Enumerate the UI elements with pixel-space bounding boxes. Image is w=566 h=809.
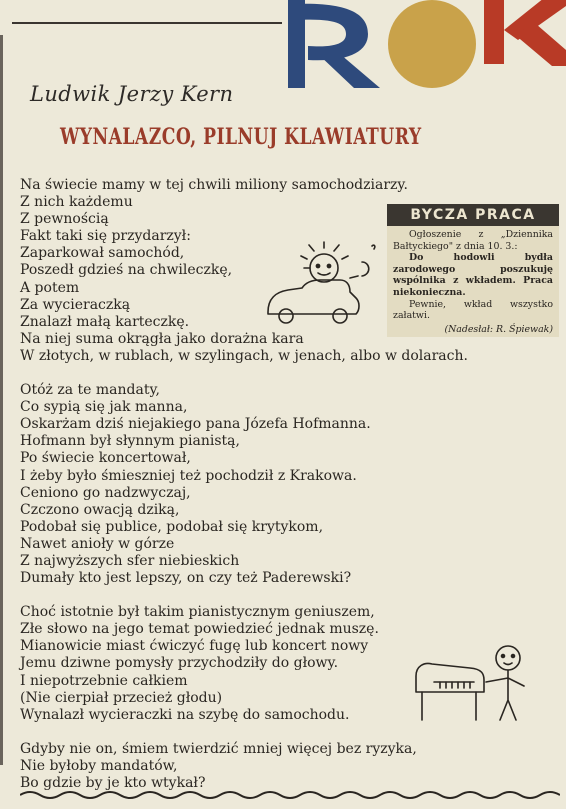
sidebar-note: Pewnie, wkład wszystko załatwi. — [393, 298, 553, 322]
sidebar-intro: Ogłoszenie z „Dziennika Bałtyckiego" z dnia 10. 3.: — [393, 229, 553, 252]
poem-line: Nie byłoby mandatów, — [20, 757, 178, 774]
piano-doodle — [412, 636, 532, 726]
masthead-letter-r — [288, 0, 380, 88]
sidebar-title: BYCZA PRACA — [387, 204, 559, 226]
poem-line: Poszedł gdzieś na chwileczkę, — [20, 262, 233, 279]
poem-line: Na niej suma okrągła jako dorażna kara — [20, 330, 304, 347]
page-edge — [0, 35, 3, 765]
poem-stanza-2 — [20, 382, 560, 587]
masthead-letter-k — [484, 0, 566, 66]
poem-line: W złotych, w rublach, w szylingach, w jenach, albo w dolarach. — [20, 347, 468, 364]
poem-line: I niepotrzebnie całkiem — [20, 672, 188, 689]
poem-line: Hofmann był słynnym pianistą, — [20, 433, 240, 450]
poem-line: Co sypią się jak manna, — [20, 399, 188, 416]
poem-line: Na świecie mamy w tej chwili miliony samochodziarzy. — [20, 177, 408, 193]
masthead-logo — [282, 0, 566, 92]
poem-line: Otóż za te mandaty, — [20, 382, 160, 399]
poem-line: Ceniono go nadzwyczaj, — [20, 484, 191, 501]
poem-line: Z pewnością — [20, 211, 109, 228]
poem-line: Za wycieraczką — [20, 296, 131, 313]
poem-line: Z najwyższych sfer niebieskich — [20, 552, 240, 569]
sidebar-ad-text: Do hodowli bydła zarodowego poszukuję wspólnika z wkładem. Praca niekonieczna. — [393, 252, 553, 298]
poem-line: Znalazł małą karteczkę. — [20, 313, 190, 330]
poem-line: Wynalazł wycieraczki na szybę do samochodu. — [20, 706, 350, 723]
poem-stanza-4 — [20, 741, 560, 792]
poem-line: Jemu dziwne pomysły przychodziły do głowy. — [20, 655, 339, 672]
poem-line: Zaparkował samochód, — [20, 245, 185, 262]
poem-line: Fakt taki się przydarzył: — [20, 228, 191, 245]
poem-line: A potem — [20, 279, 80, 296]
masthead-letter-o — [388, 0, 476, 88]
poem-line: Bo gdzie by je kto wtykał? — [20, 775, 206, 791]
sidebar-body — [387, 226, 559, 335]
poem-line: Czczono owacją dziką, — [20, 501, 180, 518]
poem-line: Choć istotnie był takim pianistycznym geniuszem, — [20, 604, 375, 621]
poem-line: Gdyby nie on, śmiem twierdzić mniej więcej bez ryzyka, — [20, 740, 417, 757]
poem-line: Złe słowo na jego temat powiedzieć jednak muszę. — [20, 621, 379, 638]
car-doodle — [262, 240, 380, 332]
header-rule — [12, 22, 282, 24]
poem-line: Mianowicie miast ćwiczyć fugę lub koncert nowy — [20, 638, 369, 655]
poem-line: Podobał się publice, podobał się krytykom, — [20, 518, 324, 535]
poem-line: Po świecie koncertował, — [20, 450, 191, 467]
sidebar-box — [387, 204, 559, 337]
poem-line: Nawet anioły w górze — [20, 535, 175, 552]
poem-line: Z nich każdemu — [20, 194, 133, 211]
poem-line: I żeby było śmieszniej też pochodził z Krakowa. — [20, 467, 357, 484]
article-title: WYNALAZCO, PILNUJ KLAWIATURY — [60, 124, 422, 150]
poem-line: Dumały kto jest lepszy, on czy też Paderewski? — [20, 570, 352, 587]
bottom-border — [20, 789, 560, 800]
author-signature: Ludwik Jerzy Kern — [30, 82, 234, 106]
poem-line: Oskarżam dziś niejakiego pana Józefa Hofmanna. — [20, 416, 371, 433]
sidebar-credit: (Nadesłał: R. Śpiewak) — [444, 323, 553, 335]
poem-line: (Nie cierpiał przecież głodu) — [20, 689, 223, 706]
